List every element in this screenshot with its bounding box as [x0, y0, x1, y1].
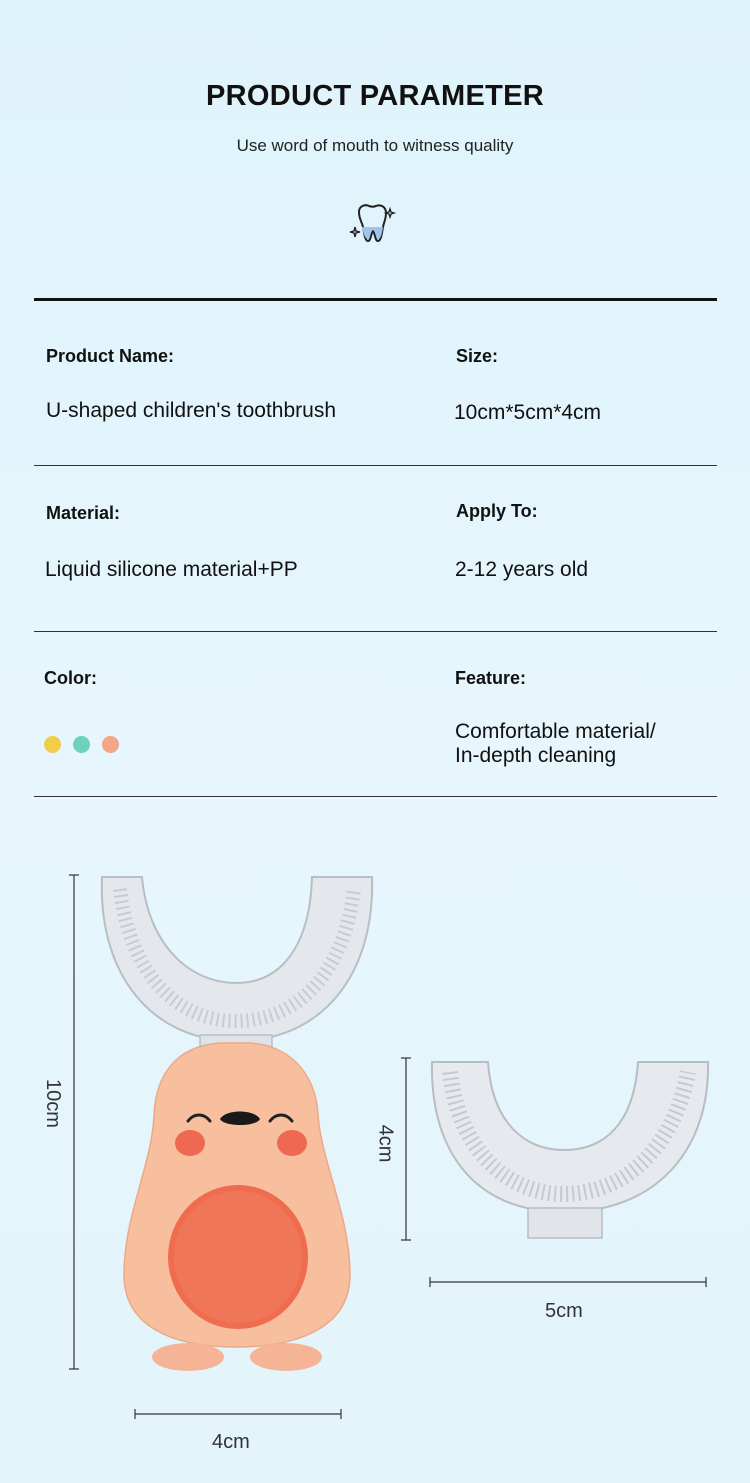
toothbrush-full-illustration: [60, 865, 390, 1425]
feature-value-line-2: In-depth cleaning: [455, 744, 617, 767]
color-swatch-green: [73, 736, 90, 753]
size-label: Size:: [456, 346, 499, 366]
material-value: Liquid silicone material+PP: [45, 558, 298, 581]
header-divider: [34, 298, 717, 301]
page-title: PRODUCT PARAMETER: [205, 80, 545, 112]
sparkling-tooth-icon: [349, 203, 399, 249]
feature-value-line-1: Comfortable material/: [455, 720, 656, 743]
full-height-dimension: 10cm: [41, 1079, 64, 1128]
material-label: Material:: [46, 503, 121, 523]
row-divider: [34, 631, 717, 632]
color-swatch-yellow: [44, 736, 61, 753]
head-width-dimension: 5cm: [545, 1300, 583, 1322]
apply-to-label: Apply To:: [456, 501, 538, 521]
product-name-value: U-shaped children's toothbrush: [46, 399, 337, 422]
feature-label: Feature:: [455, 668, 527, 688]
page-subtitle: Use word of mouth to witness quality: [236, 136, 514, 155]
brush-head-illustration: [396, 1052, 716, 1292]
apply-to-value: 2-12 years old: [455, 558, 589, 581]
size-value: 10cm*5cm*4cm: [454, 401, 602, 424]
color-label: Color:: [44, 668, 97, 688]
color-swatch-orange: [102, 736, 119, 753]
product-name-label: Product Name:: [46, 346, 175, 366]
row-divider: [34, 465, 717, 466]
row-divider: [34, 796, 717, 797]
full-width-dimension: 4cm: [212, 1431, 250, 1453]
head-height-dimension: 4cm: [374, 1124, 397, 1163]
